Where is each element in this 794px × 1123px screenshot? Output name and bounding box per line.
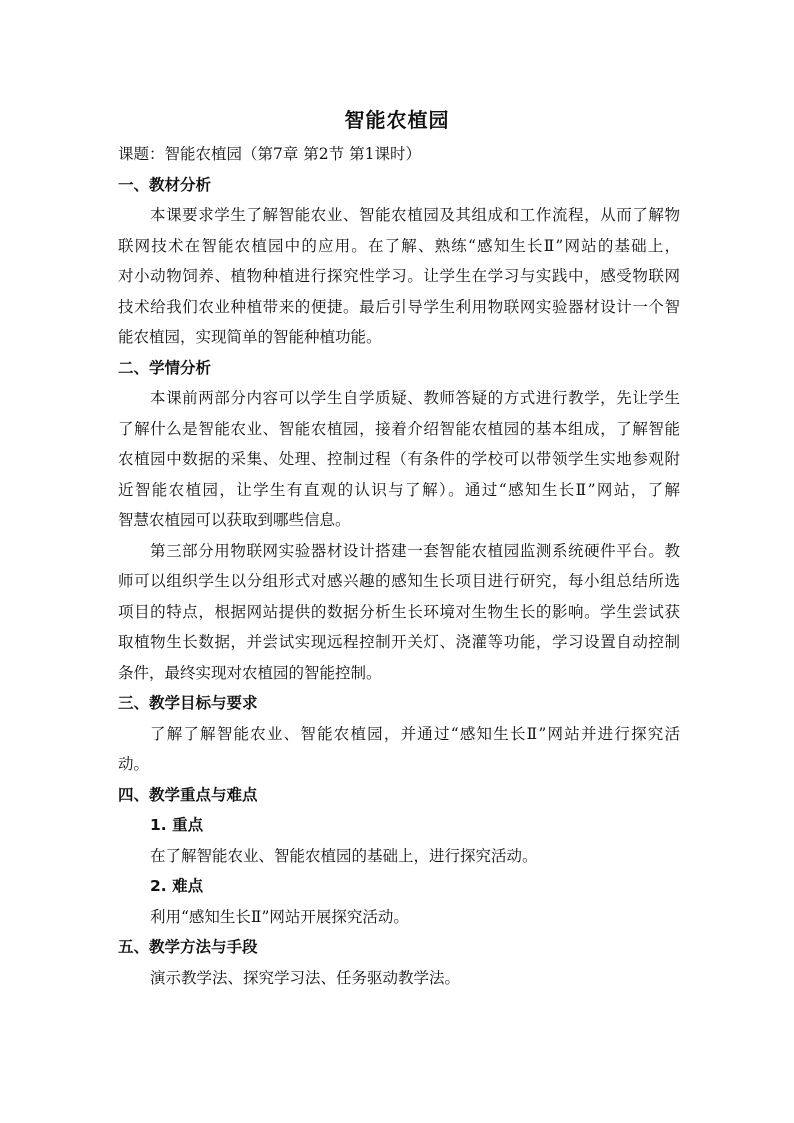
paragraph-line: 项目的特点，根据网站提供的数据分析生长环境对生物生长的影响。学生尝试获 bbox=[118, 602, 680, 621]
paragraph-line: 农植园中数据的采集、处理、控制过程（有条件的学校可以带领学生实地参观附 bbox=[118, 450, 680, 468]
subheading-key-point: 1. 重点 bbox=[150, 816, 204, 834]
section-heading-goals: 三、教学目标与要求 bbox=[118, 694, 258, 712]
paragraph-line: 在了解智能农业、智能农植园的基础上，进行探究活动。 bbox=[150, 846, 538, 865]
paragraph-line: 师可以组织学生以分组形式对感兴趣的感知生长项目进行研究，每小组总结所选 bbox=[118, 572, 680, 590]
paragraph-line: 动。 bbox=[118, 755, 150, 773]
paragraph-line: 演示教学法、探究学习法、任务驱动教学法。 bbox=[150, 968, 461, 987]
paragraph-line: 了解什么是智能农业、智能农植园，接着介绍智能农植园的基本组成，了解智能 bbox=[118, 419, 680, 438]
paragraph-line: 第三部分用物联网实验器材设计搭建一套智能农植园监测系统硬件平台。教 bbox=[150, 541, 680, 560]
paragraph-line: 智慧农植园可以获取到哪些信息。 bbox=[118, 511, 351, 529]
subheading-difficulty: 2. 难点 bbox=[150, 877, 204, 895]
paragraph-line: 对小动物饲养、植物种植进行探究性学习。让学生在学习与实践中，感受物联网 bbox=[118, 267, 680, 285]
paragraph-line: 取植物生长数据，并尝试实现远程控制开关灯、浇灌等功能，学习设置自动控制 bbox=[118, 633, 680, 651]
paragraph-line: 近智能农植园，让学生有直观的认识与了解）。通过“感知生长Ⅱ”网站，了解 bbox=[118, 480, 680, 499]
paragraph-line: 联网技术在智能农植园中的应用。在了解、熟练“感知生长Ⅱ”网站的基础上， bbox=[118, 236, 680, 255]
document-body bbox=[118, 139, 680, 993]
paragraph-line: 本课要求学生了解智能农业、智能农植园及其组成和工作流程，从而了解物 bbox=[150, 206, 680, 224]
document-title: 智能农植园 bbox=[344, 108, 450, 132]
section-heading-textbook-analysis: 一、教材分析 bbox=[118, 175, 212, 194]
section-heading-key-points: 四、教学重点与难点 bbox=[118, 785, 258, 804]
course-line: 课题：智能农植园（第7章 第2节 第1课时） bbox=[118, 145, 421, 163]
paragraph-line: 利用“感知生长Ⅱ”网站开展探究活动。 bbox=[150, 907, 409, 926]
section-heading-methods: 五、教学方法与手段 bbox=[118, 938, 258, 956]
paragraph-line: 了解了解智能农业、智能农植园，并通过“感知生长Ⅱ”网站并进行探究活 bbox=[150, 724, 680, 743]
paragraph-line: 能农植园，实现简单的智能种植功能。 bbox=[118, 328, 382, 346]
paragraph-line: 条件，最终实现对农植园的智能控制。 bbox=[118, 663, 382, 682]
paragraph-line: 本课前两部分内容可以学生自学质疑、教师答疑的方式进行教学，先让学生 bbox=[150, 389, 680, 407]
paragraph-line: 技术给我们农业种植带来的便捷。最后引导学生利用物联网实验器材设计一个智 bbox=[118, 297, 680, 316]
section-heading-student-analysis: 二、学情分析 bbox=[118, 358, 212, 377]
